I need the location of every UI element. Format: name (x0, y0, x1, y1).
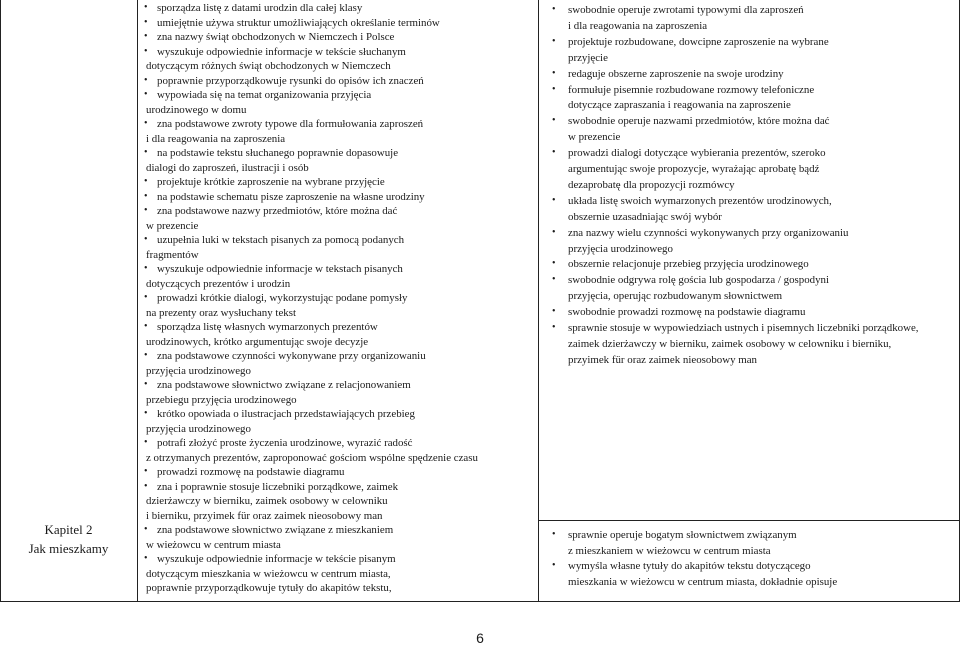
table-border-bottom (0, 601, 960, 602)
continuation-line: i bierniku, przyimek für oraz zaimek nieosobowy man (146, 509, 383, 522)
bullet-item: • umiejętnie używa struktur umożliwiających określanie terminów (144, 16, 440, 30)
continuation-line: dialogi do zaproszeń, ilustracji i osób (146, 161, 309, 174)
continuation-line: w prezencie (146, 219, 199, 232)
continuation-line: zaimek dzierżawczy w bierniku, zaimek osobowy w celowniku i bierniku, (568, 337, 892, 350)
chapter-title: Kapitel 2 (44, 522, 93, 537)
bullet-item: • zna podstawowe zwroty typowe dla formułowania zaproszeń (144, 117, 423, 131)
bullet-item: • zna podstawowe słownictwo związane z mieszkaniem (144, 523, 393, 537)
continuation-line: dotyczącym różnych świąt obchodzonych w Niemczech (146, 60, 391, 72)
continuation-line: fragmentów (146, 248, 199, 261)
bullet-item: • swobodnie operuje nazwami przedmiotów, które można dać (552, 114, 830, 128)
bullet-item: • redaguje obszerne zaproszenie na swoje urodziny (552, 67, 784, 81)
continuation-line: przebiegu przyjęcia urodzinowego (146, 393, 297, 406)
continuation-line: i dla reagowania na zaproszenia (568, 19, 708, 32)
continuation-line: urodzinowego w domu (146, 103, 247, 116)
continuation-line: obszernie uzasadniając swój wybór (568, 210, 722, 223)
continuation-line: dezaprobatę dla propozycji rozmówcy (568, 178, 735, 191)
continuation-line: przyjęcie (568, 51, 608, 64)
bullet-item: • projektuje rozbudowane, dowcipne zaproszenie na wybrane (552, 35, 829, 49)
bullet-item: • na podstawie schematu pisze zaproszenie na własne urodziny (144, 190, 425, 204)
continuation-line: poprawnie przyporządkowuje tytuły do akapitów tekstu, (146, 582, 392, 594)
bullet-item: • zna nazwy świąt obchodzonych w Niemczech i Polsce (144, 30, 394, 44)
continuation-line: dotyczącym mieszkania w wieżowcu w centrum miasta, (146, 567, 391, 580)
bullet-item: • wyszukuje odpowiednie informacje w tekstach pisanych (144, 262, 403, 276)
bullet-item: • swobodnie odgrywa rolę gościa lub gospodarza / gospodyni (552, 273, 829, 287)
continuation-line: przyjęcia urodzinowego (146, 364, 251, 377)
bullet-item: • sporządza listę własnych wymarzonych prezentów (144, 320, 378, 334)
bullet-item: • prowadzi dialogi dotyczące wybierania prezentów, szeroko (552, 146, 826, 160)
bullet-item: • krótko opowiada o ilustracjach przedstawiających przebieg (144, 407, 415, 421)
bullet-item: • wyszukuje odpowiednie informacje w tekście pisanym (144, 552, 396, 566)
continuation-line: przyjęcia urodzinowego (568, 242, 673, 255)
bullet-item: • zna podstawowe czynności wykonywane przy organizowaniu (144, 349, 426, 363)
bullet-item: • prowadzi krótkie dialogi, wykorzystując podane pomysły (144, 291, 407, 305)
chapter-subtitle: Jak mieszkamy (28, 541, 109, 556)
bullet-item: • układa listę swoich wymarzonych prezentów urodzinowych, (552, 194, 832, 208)
bullet-item: • wypowiada się na temat organizowania przyjęcia (144, 88, 371, 102)
bullet-item: • formułuje pisemnie rozbudowane rozmowy telefoniczne (552, 83, 814, 97)
chapter-cell (0, 520, 137, 558)
column-divider-1 (137, 0, 138, 602)
bullet-item: • swobodnie operuje zwrotami typowymi dla zaproszeń (552, 3, 804, 17)
bullet-item: • zna podstawowe słownictwo związane z relacjonowaniem (144, 378, 411, 392)
right-column-row-divider (538, 520, 960, 521)
bullet-item: • zna podstawowe nazwy przedmiotów, które można dać (144, 204, 397, 218)
continuation-line: przyimek für oraz zaimek nieosobowy man (568, 353, 758, 366)
table-border-left (0, 0, 1, 602)
continuation-line: mieszkania w wieżowcu w centrum miasta, dokładnie opisuje (568, 575, 838, 588)
bullet-item: • uzupełnia luki w tekstach pisanych za pomocą podanych (144, 233, 404, 247)
bullet-item: • projektuje krótkie zaproszenie na wybrane przyjęcie (144, 175, 385, 189)
bullet-item: • wyszukuje odpowiednie informacje w tekście słuchanym (144, 45, 406, 59)
continuation-line: przyjęcia, operując rozbudowanym słownictwem (568, 290, 783, 303)
continuation-line: z mieszkaniem w wieżowcu w centrum miasta (568, 544, 771, 557)
bullet-item: • zna i poprawnie stosuje liczebniki porządkowe, zaimek (144, 480, 398, 494)
bullet-item: • obszernie relacjonuje przebieg przyjęcia urodzinowego (552, 257, 809, 271)
continuation-line: w wieżowcu w centrum miasta (146, 538, 281, 551)
continuation-line: na prezenty oraz wysłuchany tekst (146, 306, 296, 319)
bullet-item: • na podstawie tekstu słuchanego poprawnie dopasowuje (144, 146, 398, 160)
bullet-item: • zna nazwy wielu czynności wykonywanych przy organizowaniu (552, 226, 848, 240)
continuation-line: argumentując swoje propozycje, wyrażając aprobatę bądź (568, 163, 820, 175)
continuation-line: urodzinowych, krótko argumentując swoje decyzje (146, 335, 369, 348)
bullet-item: • sporządza listę z datami urodzin dla całej klasy (144, 1, 362, 15)
bullet-item: • prowadzi rozmowę na podstawie diagramu (144, 465, 345, 479)
bullet-item: • potrafi złożyć proste życzenia urodzinowe, wyrazić radość (144, 436, 413, 450)
page-number: 6 (476, 630, 484, 646)
continuation-line: w prezencie (568, 131, 621, 144)
continuation-line: dotyczące zapraszania i reagowania na zaproszenie (568, 99, 791, 112)
continuation-line: dotyczących prezentów i urodzin (146, 277, 291, 290)
continuation-line: i dla reagowania na zaproszenia (146, 132, 286, 145)
continuation-line: z otrzymanych prezentów, zaproponować gościom wspólne spędzenie czasu (146, 451, 478, 464)
continuation-line: przyjęcia urodzinowego (146, 422, 251, 435)
column-divider-2 (538, 0, 539, 602)
bullet-item: • poprawnie przyporządkowuje rysunki do opisów ich znaczeń (144, 74, 424, 88)
continuation-line: dzierżawczy w bierniku, zaimek osobowy w celowniku (146, 495, 388, 507)
bullet-item: • wymyśla własne tytuły do akapitów tekstu dotyczącego (552, 559, 811, 573)
bullet-item: • sprawnie stosuje w wypowiedziach ustnych i pisemnych liczebniki porządkowe, (552, 321, 919, 335)
bullet-item: • sprawnie operuje bogatym słownictwem związanym (552, 528, 797, 542)
bullet-item: • swobodnie prowadzi rozmowę na podstawie diagramu (552, 305, 805, 319)
